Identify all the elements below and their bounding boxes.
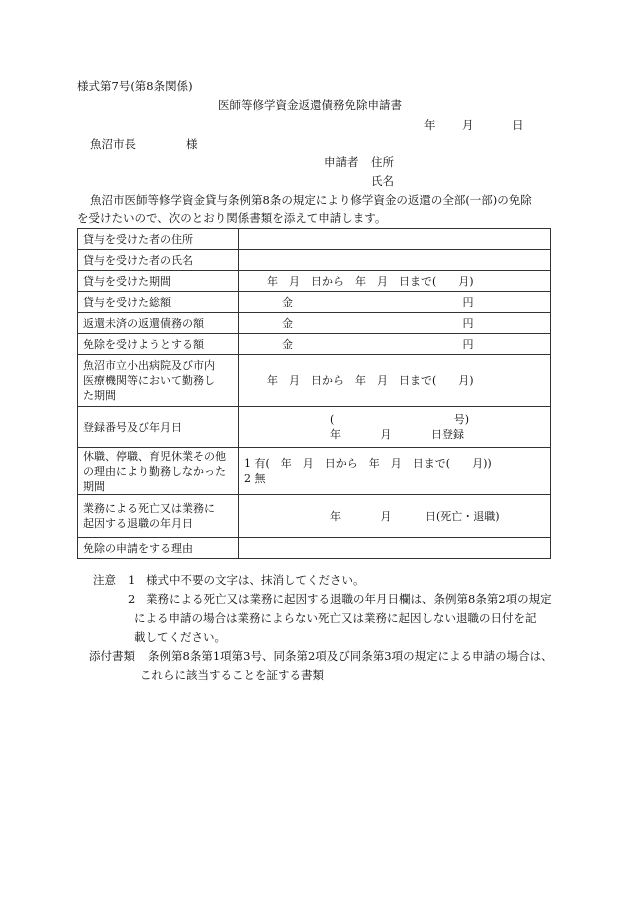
row-unpaid bbox=[78, 313, 551, 334]
work-period-label-line-1: 魚沼市立小出病院及び市内 bbox=[83, 359, 215, 372]
intro-line-2: を受けたいので、次のとおり関係書類を添えて申請します。 bbox=[77, 211, 387, 225]
applicant-name-label: 氏名 bbox=[371, 174, 394, 188]
borrower-address-field[interactable] bbox=[239, 229, 551, 250]
retirement-label-line-1: 業務による死亡又は業務に bbox=[83, 502, 215, 515]
registration-month: 月 bbox=[380, 428, 392, 441]
exempt-amount-kin: 金 bbox=[282, 337, 293, 351]
registration-paren-open: ( bbox=[330, 413, 335, 426]
leave-label bbox=[78, 448, 239, 495]
loan-total-yen: 円 bbox=[462, 295, 474, 309]
reason-field[interactable] bbox=[239, 538, 551, 559]
registration-year: 年 bbox=[330, 428, 341, 441]
document-title: 医師等修学資金返還債務免除申請書 bbox=[218, 98, 402, 112]
loan-total-label: 貸与を受けた総額 bbox=[78, 292, 239, 313]
row-loan-period bbox=[78, 271, 551, 292]
unpaid-yen: 円 bbox=[462, 316, 474, 330]
exempt-amount-label: 免除を受けようとする額 bbox=[78, 334, 239, 355]
retirement-label-line-2: 起因する退職の年月日 bbox=[83, 517, 193, 530]
note-1-number: 1 bbox=[128, 573, 136, 587]
row-loan-total bbox=[78, 292, 551, 313]
applicant-label: 申請者 bbox=[324, 155, 359, 169]
reason-label: 免除の申請をする理由 bbox=[78, 538, 239, 559]
attachments-line-1: 条例第8条第1項第3号、同条第2項及び同条第3項の規定による申請の場合は、 bbox=[148, 649, 553, 663]
retirement-field[interactable] bbox=[239, 495, 551, 538]
row-leave bbox=[78, 448, 551, 495]
attachments-line-2: これらに該当することを証する書類 bbox=[140, 668, 324, 682]
attachments-heading: 添付書類 bbox=[89, 649, 135, 663]
note-2-number: 2 bbox=[128, 592, 136, 606]
addressee-honorific: 様 bbox=[186, 137, 198, 151]
registration-go: 号) bbox=[453, 413, 470, 426]
row-exempt-amount bbox=[78, 334, 551, 355]
exempt-amount-yen: 円 bbox=[462, 337, 474, 351]
loan-period-label: 貸与を受けた期間 bbox=[78, 271, 239, 292]
form-number: 様式第7号(第8条関係) bbox=[77, 79, 193, 93]
row-registration bbox=[78, 407, 551, 448]
registration-label: 登録番号及び年月日 bbox=[78, 407, 239, 448]
leave-label-line-1: 休職、停職、育児休業その他 bbox=[83, 449, 226, 463]
addressee-name: 魚沼市長 bbox=[90, 137, 136, 151]
retirement-day: 日(死亡・退職) bbox=[425, 509, 500, 523]
leave-label-line-3: 期間 bbox=[83, 479, 105, 493]
borrower-name-field[interactable] bbox=[239, 250, 551, 271]
note-2-line-1: 業務による死亡又は業務に起因する退職の年月日欄は、条例第8条第2項の規定 bbox=[146, 592, 552, 606]
row-borrower-address bbox=[78, 229, 551, 250]
leave-option-2: 2 無 bbox=[244, 472, 266, 485]
unpaid-kin: 金 bbox=[282, 316, 293, 330]
exempt-amount-field[interactable] bbox=[239, 334, 551, 355]
registration-day: 日登録 bbox=[431, 428, 464, 441]
row-borrower-name bbox=[78, 250, 551, 271]
leave-field[interactable] bbox=[239, 448, 551, 495]
note-2-line-2: による申請の場合は業務によらない死亡又は業務に起因しない退職の日付を記 bbox=[134, 611, 537, 625]
unpaid-field[interactable] bbox=[239, 313, 551, 334]
unpaid-label: 返還未済の返還債務の額 bbox=[78, 313, 239, 334]
note-1-text: 様式中不要の文字は、抹消してください。 bbox=[146, 573, 365, 587]
loan-total-field[interactable] bbox=[239, 292, 551, 313]
intro-line-1: 魚沼市医師等修学資金貸与条例第8条の規定により修学資金の返還の全部(一部)の免除 bbox=[90, 193, 532, 207]
date-day: 日 bbox=[512, 118, 524, 132]
registration-field[interactable] bbox=[239, 407, 551, 448]
notes-heading: 注意 bbox=[93, 573, 116, 587]
loan-period-field[interactable]: 年 月 日から 年 月 日まで( 月) bbox=[239, 271, 551, 292]
retirement-month: 月 bbox=[380, 509, 392, 523]
note-2-line-3: 載してください。 bbox=[134, 630, 226, 644]
applicant-address-label: 住所 bbox=[371, 155, 394, 169]
loan-total-kin: 金 bbox=[282, 295, 293, 309]
application-table bbox=[77, 228, 551, 559]
retirement-year: 年 bbox=[330, 509, 341, 523]
leave-label-line-2: の理由により勤務しなかった bbox=[83, 464, 226, 478]
work-period-field[interactable]: 年 月 日から 年 月 日まで( 月) bbox=[239, 355, 551, 407]
work-period-label bbox=[78, 355, 239, 407]
retirement-label bbox=[78, 495, 239, 538]
borrower-address-label: 貸与を受けた者の住所 bbox=[78, 229, 239, 250]
work-period-label-line-2: 医療機関等において勤務し bbox=[83, 374, 215, 387]
leave-option-1: 1 有( 年 月 日から 年 月 日まで( 月)) bbox=[244, 457, 492, 470]
row-reason bbox=[78, 538, 551, 559]
row-retirement bbox=[78, 495, 551, 538]
row-work-period bbox=[78, 355, 551, 407]
date-month: 月 bbox=[462, 118, 474, 132]
work-period-label-line-3: た期間 bbox=[83, 389, 116, 402]
borrower-name-label: 貸与を受けた者の氏名 bbox=[78, 250, 239, 271]
date-year: 年 bbox=[424, 118, 436, 132]
